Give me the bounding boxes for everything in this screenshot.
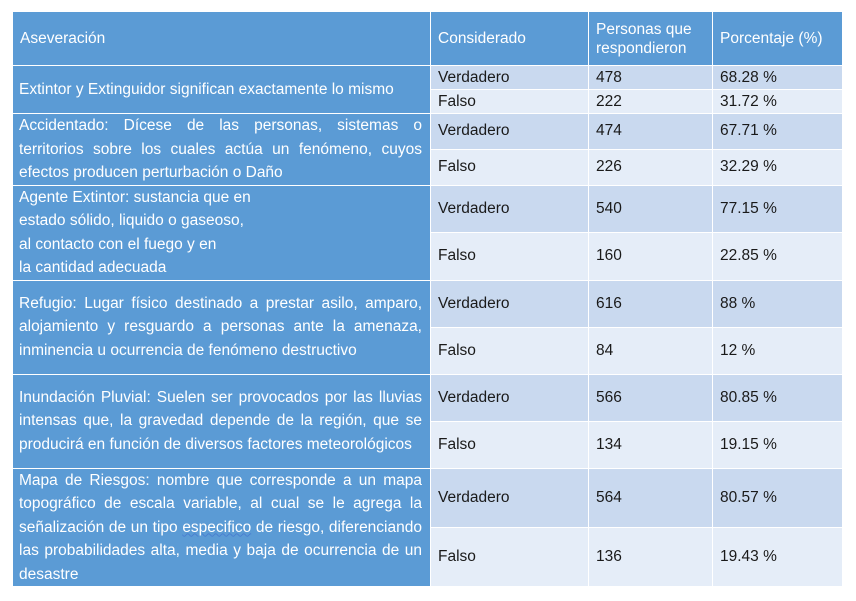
percent-cell: 12 % bbox=[713, 327, 843, 374]
count-cell: 564 bbox=[589, 468, 713, 528]
statement-line: Agente Extintor: sustancia que en bbox=[19, 188, 251, 206]
count-cell: 226 bbox=[589, 149, 713, 185]
statement-text-before: Mapa de Riesgos: nombre que corresponde a un mapa topográfico de escala variable, al cual se le agrega la señalización de un tipo bbox=[19, 471, 422, 536]
count-cell: 134 bbox=[589, 421, 713, 468]
table-header-row bbox=[13, 12, 843, 66]
header-respondents: Personas que respondieron bbox=[589, 12, 713, 66]
percent-cell: 19.15 % bbox=[713, 421, 843, 468]
count-cell: 222 bbox=[589, 90, 713, 114]
percent-cell: 80.85 % bbox=[713, 374, 843, 421]
statement-cell: Accidentado: Dícese de las personas, sistemas o territorios sobre los cuales actúa un fenómeno, cuyos efectos producen perturbación o Daño bbox=[13, 114, 431, 186]
header-statement: Aseveración bbox=[13, 12, 431, 66]
statement-cell: Inundación Pluvial: Suelen ser provocados por las lluvias intensas que, la gravedad depende de la región, que se producirá en función de diversos factores meteorológicos bbox=[13, 374, 431, 468]
table-row bbox=[13, 468, 843, 528]
header-percentage: Porcentaje (%) bbox=[713, 12, 843, 66]
table-row bbox=[13, 374, 843, 421]
count-cell: 160 bbox=[589, 233, 713, 281]
percent-cell: 88 % bbox=[713, 280, 843, 327]
considered-cell: Falso bbox=[431, 149, 589, 185]
percent-cell: 19.43 % bbox=[713, 528, 843, 587]
count-cell: 540 bbox=[589, 185, 713, 233]
count-cell: 616 bbox=[589, 280, 713, 327]
considered-cell: Verdadero bbox=[431, 280, 589, 327]
count-cell: 478 bbox=[589, 66, 713, 90]
considered-cell: Verdadero bbox=[431, 468, 589, 528]
considered-cell: Falso bbox=[431, 327, 589, 374]
statement-cell bbox=[13, 468, 431, 587]
header-considered: Considerado bbox=[431, 12, 589, 66]
statement-line: al contacto con el fuego y en bbox=[19, 235, 217, 253]
considered-cell: Verdadero bbox=[431, 66, 589, 90]
survey-results-page bbox=[12, 11, 842, 587]
percent-cell: 32.29 % bbox=[713, 149, 843, 185]
survey-results-table bbox=[12, 11, 843, 587]
considered-cell: Verdadero bbox=[431, 185, 589, 233]
table-row bbox=[13, 114, 843, 150]
considered-cell: Falso bbox=[431, 528, 589, 587]
percent-cell: 77.15 % bbox=[713, 185, 843, 233]
statement-cell bbox=[13, 185, 431, 280]
table-row bbox=[13, 280, 843, 327]
percent-cell: 80.57 % bbox=[713, 468, 843, 528]
considered-cell: Falso bbox=[431, 421, 589, 468]
spellcheck-flagged-word: especifico bbox=[182, 518, 252, 536]
count-cell: 474 bbox=[589, 114, 713, 150]
considered-cell: Verdadero bbox=[431, 114, 589, 150]
statement-text-after: de riesgo, diferenciando las probabilidades alta, media y baja de ocurrencia de un desastre bbox=[19, 518, 422, 583]
percent-cell: 68.28 % bbox=[713, 66, 843, 90]
percent-cell: 31.72 % bbox=[713, 90, 843, 114]
statement-line: estado sólido, liquido o gaseoso, bbox=[19, 212, 244, 229]
percent-cell: 67.71 % bbox=[713, 114, 843, 150]
table-row bbox=[13, 185, 843, 233]
count-cell: 136 bbox=[589, 528, 713, 587]
statement-cell: Extintor y Extinguidor significan exactamente lo mismo bbox=[13, 66, 431, 114]
count-cell: 84 bbox=[589, 327, 713, 374]
considered-cell: Falso bbox=[431, 90, 589, 114]
statement-cell: Refugio: Lugar físico destinado a prestar asilo, amparo, alojamiento y resguardo a personas ante la amenaza, inminencia u ocurrencia de fenómeno destructivo bbox=[13, 280, 431, 374]
table-row bbox=[13, 66, 843, 90]
count-cell: 566 bbox=[589, 374, 713, 421]
statement-line: la cantidad adecuada bbox=[19, 259, 167, 276]
percent-cell: 22.85 % bbox=[713, 233, 843, 281]
considered-cell: Verdadero bbox=[431, 374, 589, 421]
considered-cell: Falso bbox=[431, 233, 589, 281]
